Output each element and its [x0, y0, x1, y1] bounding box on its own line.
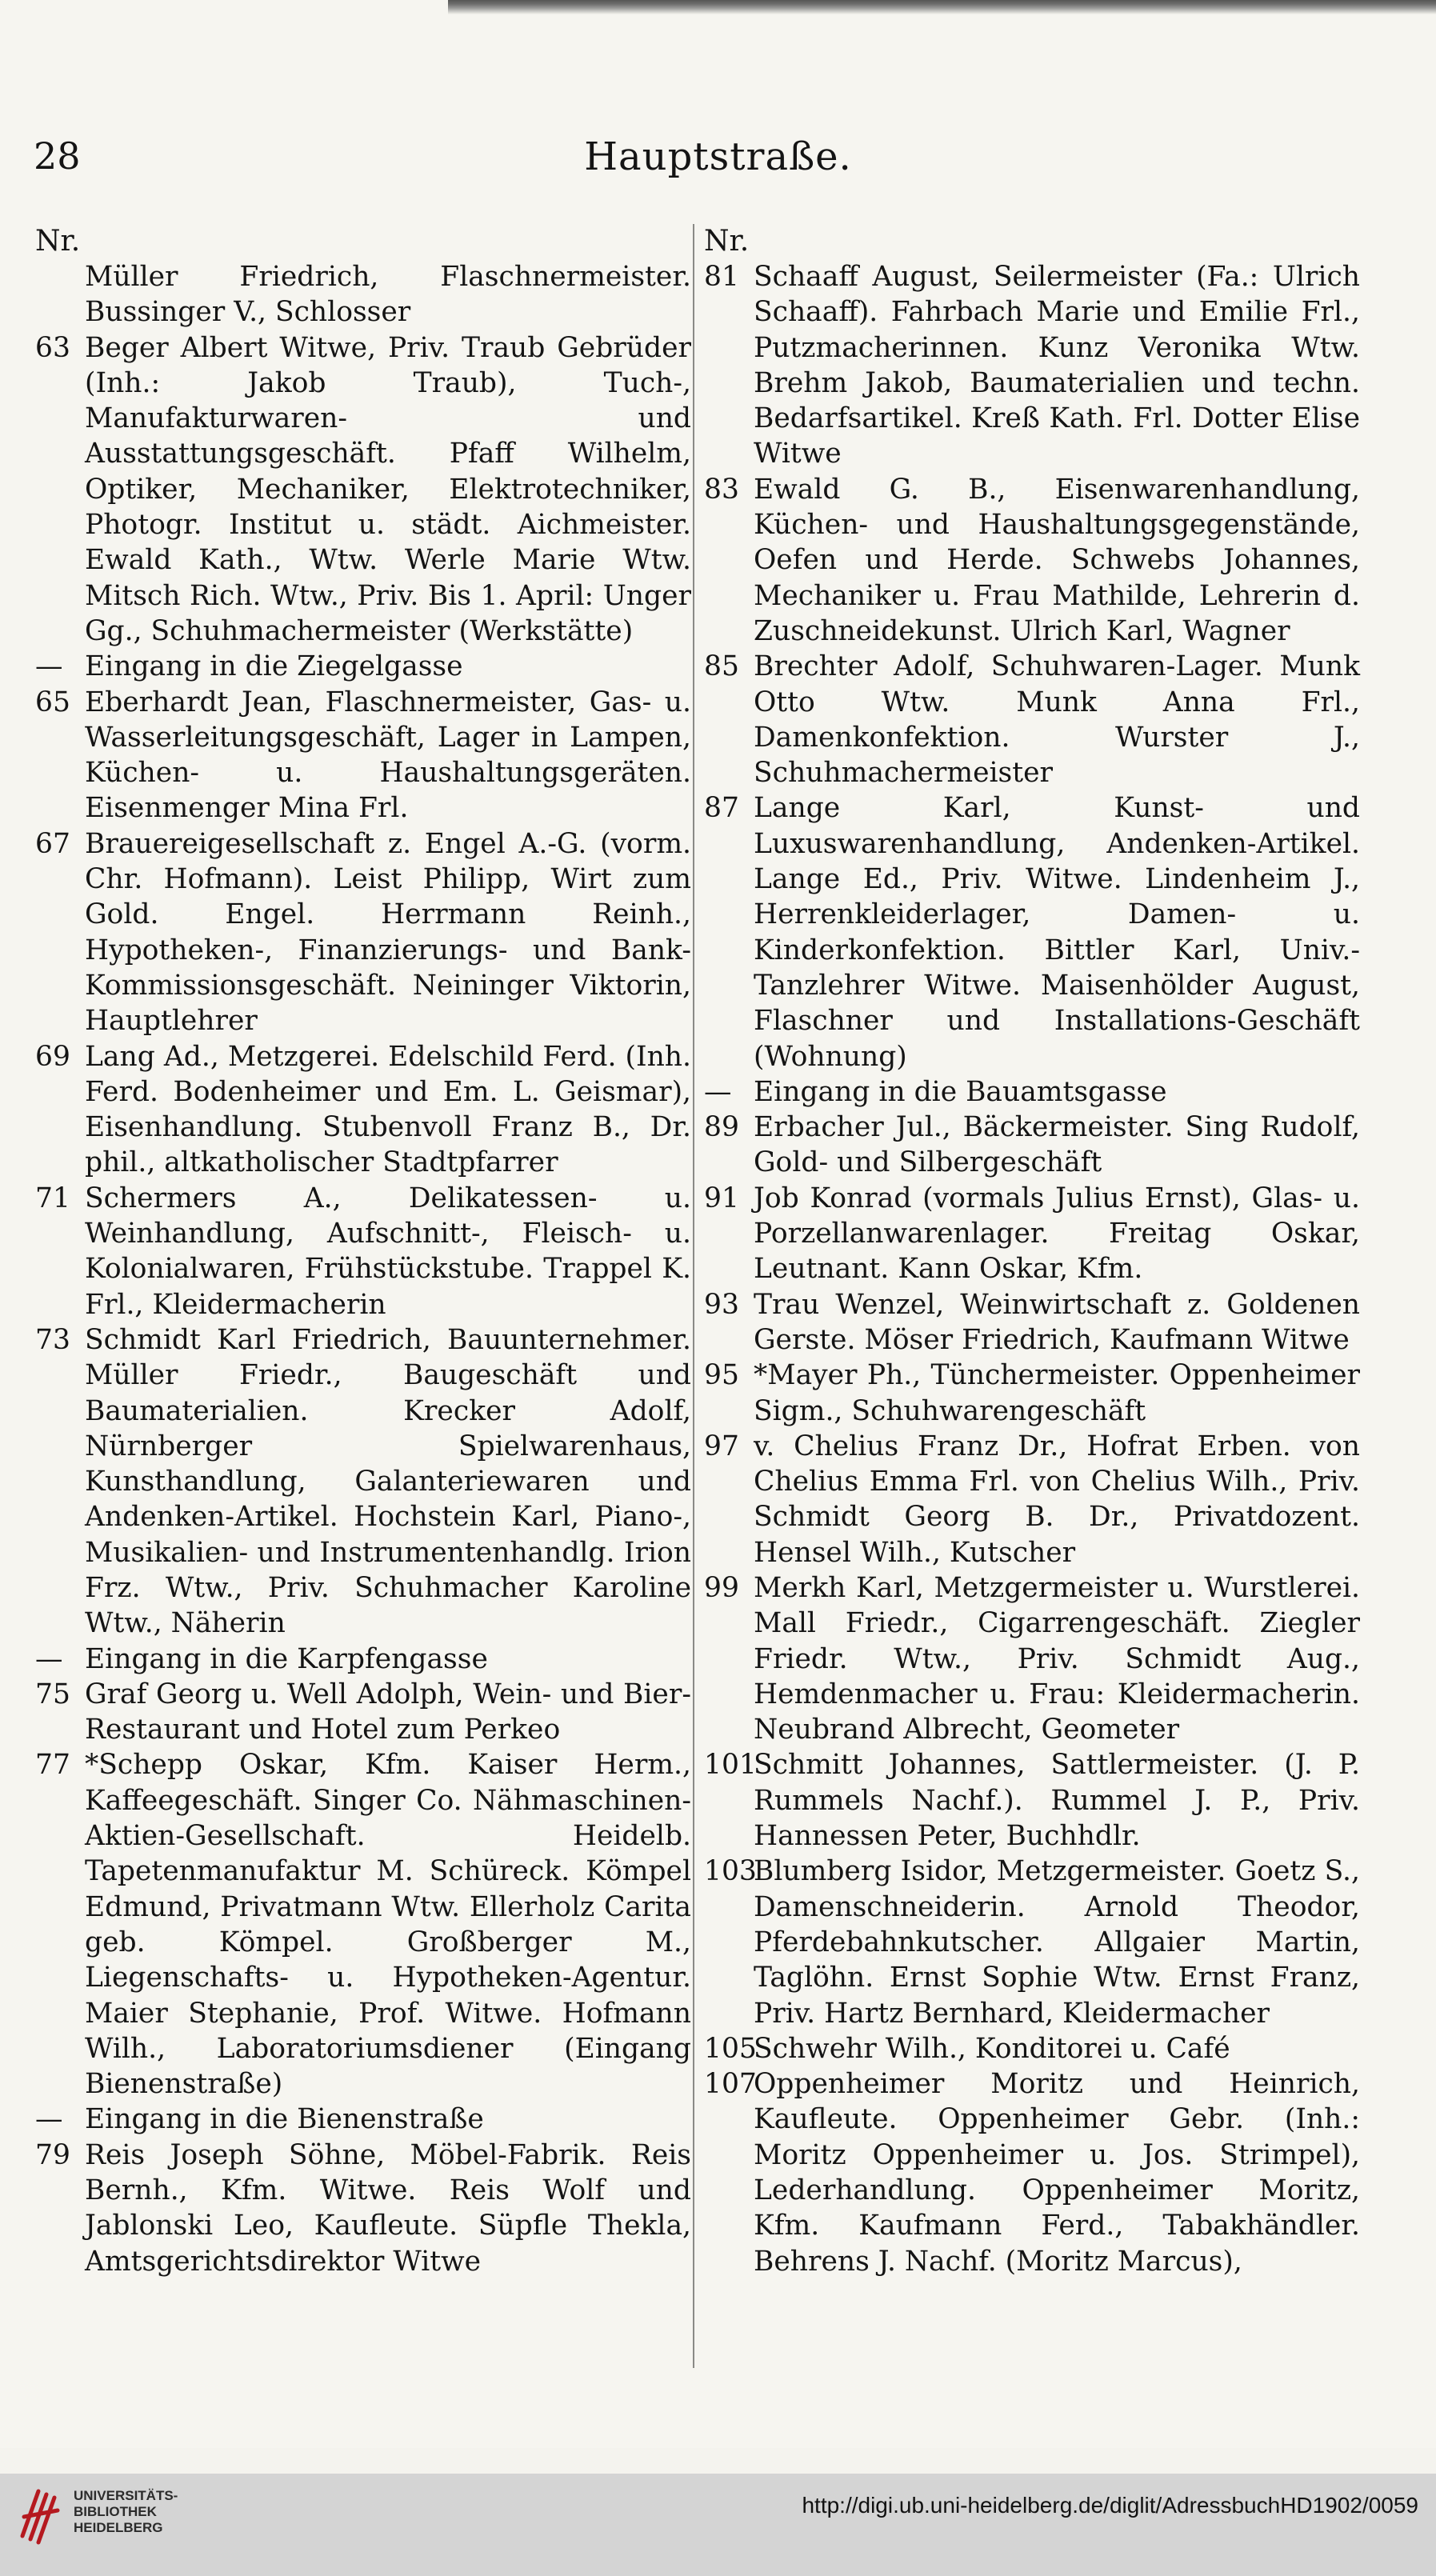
right-entries: [704, 259, 1360, 2279]
house-number: 75: [35, 1678, 70, 1710]
column-divider: [693, 224, 694, 2368]
entry-text: Reis Joseph Söhne, Möbel-Fabrik. Reis Bernh., Kfm. Witwe. Reis Wolf und Jablonski Leo, Kaufleute. Süpfle Thekla, Amtsgerichtsdirektor Witwe: [85, 2138, 691, 2278]
entry-text: Graf Georg u. Well Adolph, Wein- und Bier-Restaurant und Hotel zum Perkeo: [85, 1678, 691, 1746]
house-number: 69: [35, 1040, 70, 1073]
directory-entry: [35, 1322, 691, 1642]
library-logo-icon: [18, 2482, 62, 2546]
directory-entry: [704, 1074, 1360, 1110]
house-number: —: [35, 650, 63, 683]
house-number: 81: [704, 261, 739, 293]
directory-entry: [35, 1642, 691, 1677]
house-number: 77: [35, 1749, 70, 1782]
right-column-header: Nr.: [704, 225, 750, 258]
directory-entry: [704, 1747, 1360, 1854]
entry-text: Eberhardt Jean, Flaschnermeister, Gas- u. Wasserleitungsgeschäft, Lager in Lampen, Küchen- u. Haushaltungsgeräten. Eisenmenger Mina Frl.: [85, 686, 691, 825]
entry-text: Erbacher Jul., Bäckermeister. Sing Rudolf, Gold- und Silbergeschäft: [754, 1111, 1360, 1179]
house-number: 63: [35, 331, 70, 364]
house-number: 71: [35, 1182, 70, 1214]
directory-entry: [704, 1429, 1360, 1570]
entry-text: Ewald G. B., Eisenwarenhandlung, Küchen- und Haushaltungsgegenstände, Oefen und Herde. Schwebs Johannes, Mechaniker u. Frau Mathilde, Lehrerin d. Zuschneidekunst. Ulrich Karl, Wagner: [754, 473, 1360, 647]
scan-edge-shadow: [448, 0, 1436, 14]
house-number: 105: [704, 2032, 757, 2065]
entry-text: Müller Friedrich, Flaschnermeister. Bussinger V., Schlosser: [85, 261, 691, 329]
house-number: 65: [35, 686, 70, 718]
page-title: Hauptstraße.: [584, 134, 852, 179]
source-url-link[interactable]: http://digi.ub.uni-heidelberg.de/diglit/AdressbuchHD1902/0059: [802, 2493, 1418, 2518]
entry-text: Eingang in die Ziegelgasse: [85, 650, 463, 683]
right-column: [704, 224, 1360, 2279]
directory-entry: [35, 826, 691, 1039]
directory-entry: [704, 649, 1360, 790]
house-number: 73: [35, 1323, 70, 1356]
directory-entry: [35, 1181, 691, 1322]
directory-entry: [704, 790, 1360, 1074]
house-number: 83: [704, 473, 739, 506]
house-number: 93: [704, 1288, 739, 1321]
entry-text: Lang Ad., Metzgerei. Edelschild Ferd. (Inh. Ferd. Bodenheimer und Em. L. Geismar), Eisenhandlung. Stubenvoll Franz B., Dr. phil., altkatholischer Stadtpfarrer: [85, 1040, 691, 1179]
house-number: —: [704, 1075, 732, 1108]
library-name: [74, 2488, 178, 2536]
entry-text: Brechter Adolf, Schuhwaren-Lager. Munk Otto Wtw. Munk Anna Frl., Damenkonfektion. Wurster J., Schuhmachermeister: [754, 650, 1360, 790]
entry-text: *Mayer Ph., Tünchermeister. Oppenheimer Sigm., Schuhwarengeschäft: [754, 1359, 1360, 1427]
entry-text: Beger Albert Witwe, Priv. Traub Gebrüder (Inh.: Jakob Traub), Tuch-, Manufakturwaren- und Ausstattungsgeschäft. Pfaff Wilhelm, Optiker, Mechaniker, Elektrotechniker, Photogr. Institut u. städt. Aichmeister. Ewald Kath., Wtw. Werle Marie Wtw. Mitsch Rich. Wtw., Priv. Bis 1. April: Unger Gg., Schuhmachermeister (Werkstätte): [85, 331, 691, 647]
entry-text: Oppenheimer Moritz und Heinrich, Kaufleute. Oppenheimer Gebr. (Inh.: Moritz Oppenheimer u. Jos. Strimpel), Lederhandlung. Oppenheimer Moritz, Kfm. Kaufmann Ferd., Tabakhändler. Behrens J. Nachf. (Moritz Marcus),: [754, 2068, 1360, 2278]
house-number: —: [35, 2103, 63, 2136]
left-entries: [35, 259, 691, 2279]
house-number: 87: [704, 792, 739, 825]
directory-entry: [35, 1747, 691, 2102]
directory-entry: [35, 1677, 691, 1748]
house-number: 97: [704, 1430, 739, 1462]
directory-entry: [704, 259, 1360, 472]
directory-entry: [35, 649, 691, 684]
entry-text: Schaaff August, Seilermeister (Fa.: Ulrich Schaaff). Fahrbach Marie und Emilie Frl., Putzmacherinnen. Kunz Veronika Wtw. Brehm Jakob, Baumaterialien und techn. Bedarfsartikel. Kreß Kath. Frl. Dotter Elise Witwe: [754, 261, 1360, 470]
house-number: 99: [704, 1571, 739, 1604]
house-number: 103: [704, 1855, 757, 1888]
library-name-line: UNIVERSITÄTS-: [74, 2488, 178, 2503]
house-number: 67: [35, 827, 70, 860]
entry-text: Eingang in die Bauamtsgasse: [754, 1075, 1167, 1108]
directory-entry: [704, 1854, 1360, 2030]
house-number: 79: [35, 2138, 70, 2171]
entry-text: Trau Wenzel, Weinwirtschaft z. Goldenen Gerste. Möser Friedrich, Kaufmann Witwe: [754, 1288, 1360, 1356]
directory-entry: [704, 472, 1360, 649]
entry-text: Blumberg Isidor, Metzgermeister. Goetz S., Damenschneiderin. Arnold Theodor, Pferdebahnkutscher. Allgaier Martin, Taglöhn. Ernst Sophie Wtw. Ernst Franz, Priv. Hartz Bernhard, Kleidermacher: [754, 1855, 1360, 2030]
left-column-header: Nr.: [35, 225, 81, 258]
directory-entry: [35, 330, 691, 650]
entry-text: Eingang in die Karpfengasse: [85, 1642, 488, 1675]
page-number: 28: [34, 134, 81, 178]
footer-bar: [0, 2474, 1436, 2576]
directory-entry: [35, 2138, 691, 2279]
entry-text: Job Konrad (vormals Julius Ernst), Glas- u. Porzellanwarenlager. Freitag Oskar, Leutnant. Kann Oskar, Kfm.: [754, 1182, 1360, 1286]
directory-entry: [704, 1110, 1360, 1181]
left-column: [35, 224, 691, 2279]
entry-text: Schermers A., Delikatessen- u. Weinhandlung, Aufschnitt-, Fleisch- u. Kolonialwaren, Frühstückstube. Trappel K. Frl., Kleidermacherin: [85, 1182, 691, 1321]
entry-text: v. Chelius Franz Dr., Hofrat Erben. von Chelius Emma Frl. von Chelius Wilh., Priv. Schmidt Georg B. Dr., Privatdozent. Hensel Wilh., Kutscher: [754, 1430, 1360, 1569]
house-number: 89: [704, 1111, 739, 1144]
directory-entry: [704, 2066, 1360, 2279]
house-number: 85: [704, 650, 739, 683]
entry-text: Merkh Karl, Metzgermeister u. Wurstlerei. Mall Friedr., Cigarrengeschäft. Ziegler Friedr. Wtw., Priv. Schmidt Aug., Hemdenmacher u. Frau: Kleidermacherin. Neubrand Albrecht, Geometer: [754, 1571, 1360, 1746]
entry-text: *Schepp Oskar, Kfm. Kaiser Herm., Kaffeegeschäft. Singer Co. Nähmaschinen-Aktien-Gesellschaft. Heidelb. Tapetenmanufaktur M. Schüreck. Kömpel Edmund, Privatmann Wtw. Ellerholz Carita geb. Kömpel. Großberger M., Liegenschafts- u. Hypotheken-Agentur. Maier Stephanie, Prof. Witwe. Hofmann Wilh., Laboratoriumsdiener (Eingang Bienenstraße): [85, 1749, 691, 2101]
house-number: —: [35, 1642, 63, 1675]
directory-entry: [35, 2102, 691, 2137]
directory-entry: [704, 1181, 1360, 1287]
directory-entry: [35, 259, 691, 330]
entry-text: Brauereigesellschaft z. Engel A.-G. (vorm. Chr. Hofmann). Leist Philipp, Wirt zum Gold. Engel. Herrmann Reinh., Hypotheken-, Finanzierungs- und Bank-Kommissionsgeschäft. Neininger Viktorin, Hauptlehrer: [85, 827, 691, 1038]
entry-text: Eingang in die Bienenstraße: [85, 2103, 484, 2136]
directory-entry: [35, 685, 691, 826]
directory-entry: [704, 1287, 1360, 1358]
library-name-line: BIBLIOTHEK: [74, 2504, 157, 2519]
house-number: 107: [704, 2068, 757, 2101]
house-number: 95: [704, 1359, 739, 1392]
directory-entry: [704, 2031, 1360, 2066]
directory-entry: [704, 1570, 1360, 1747]
entry-text: Schmitt Johannes, Sattlermeister. (J. P. Rummels Nachf.). Rummel J. P., Priv. Hannessen Peter, Buchhdlr.: [754, 1749, 1360, 1853]
entry-text: Schwehr Wilh., Konditorei u. Café: [754, 2032, 1230, 2065]
house-number: 91: [704, 1182, 739, 1214]
house-number: 101: [704, 1749, 757, 1782]
directory-entry: [704, 1358, 1360, 1429]
entry-text: Schmidt Karl Friedrich, Bauunternehmer. Müller Friedr., Baugeschäft und Baumaterialien. Krecker Adolf, Nürnberger Spielwarenhaus, Kunsthandlung, Galanteriewaren und Andenken-Artikel. Hochstein Karl, Piano-, Musikalien- und Instrumentenhandlg. Irion Frz. Wtw., Priv. Schuhmacher Karoline Wtw., Näherin: [85, 1323, 691, 1640]
directory-entry: [35, 1039, 691, 1181]
entry-text: Lange Karl, Kunst- und Luxuswarenhandlung, Andenken-Artikel. Lange Ed., Priv. Witwe. Lindenheim J., Herrenkleiderlager, Damen- u. Kinderkonfektion. Bittler Karl, Univ.-Tanzlehrer Witwe. Maisenhölder August, Flaschner und Installations-Geschäft (Wohnung): [754, 792, 1360, 1073]
library-name-line: HEIDELBERG: [74, 2520, 163, 2535]
